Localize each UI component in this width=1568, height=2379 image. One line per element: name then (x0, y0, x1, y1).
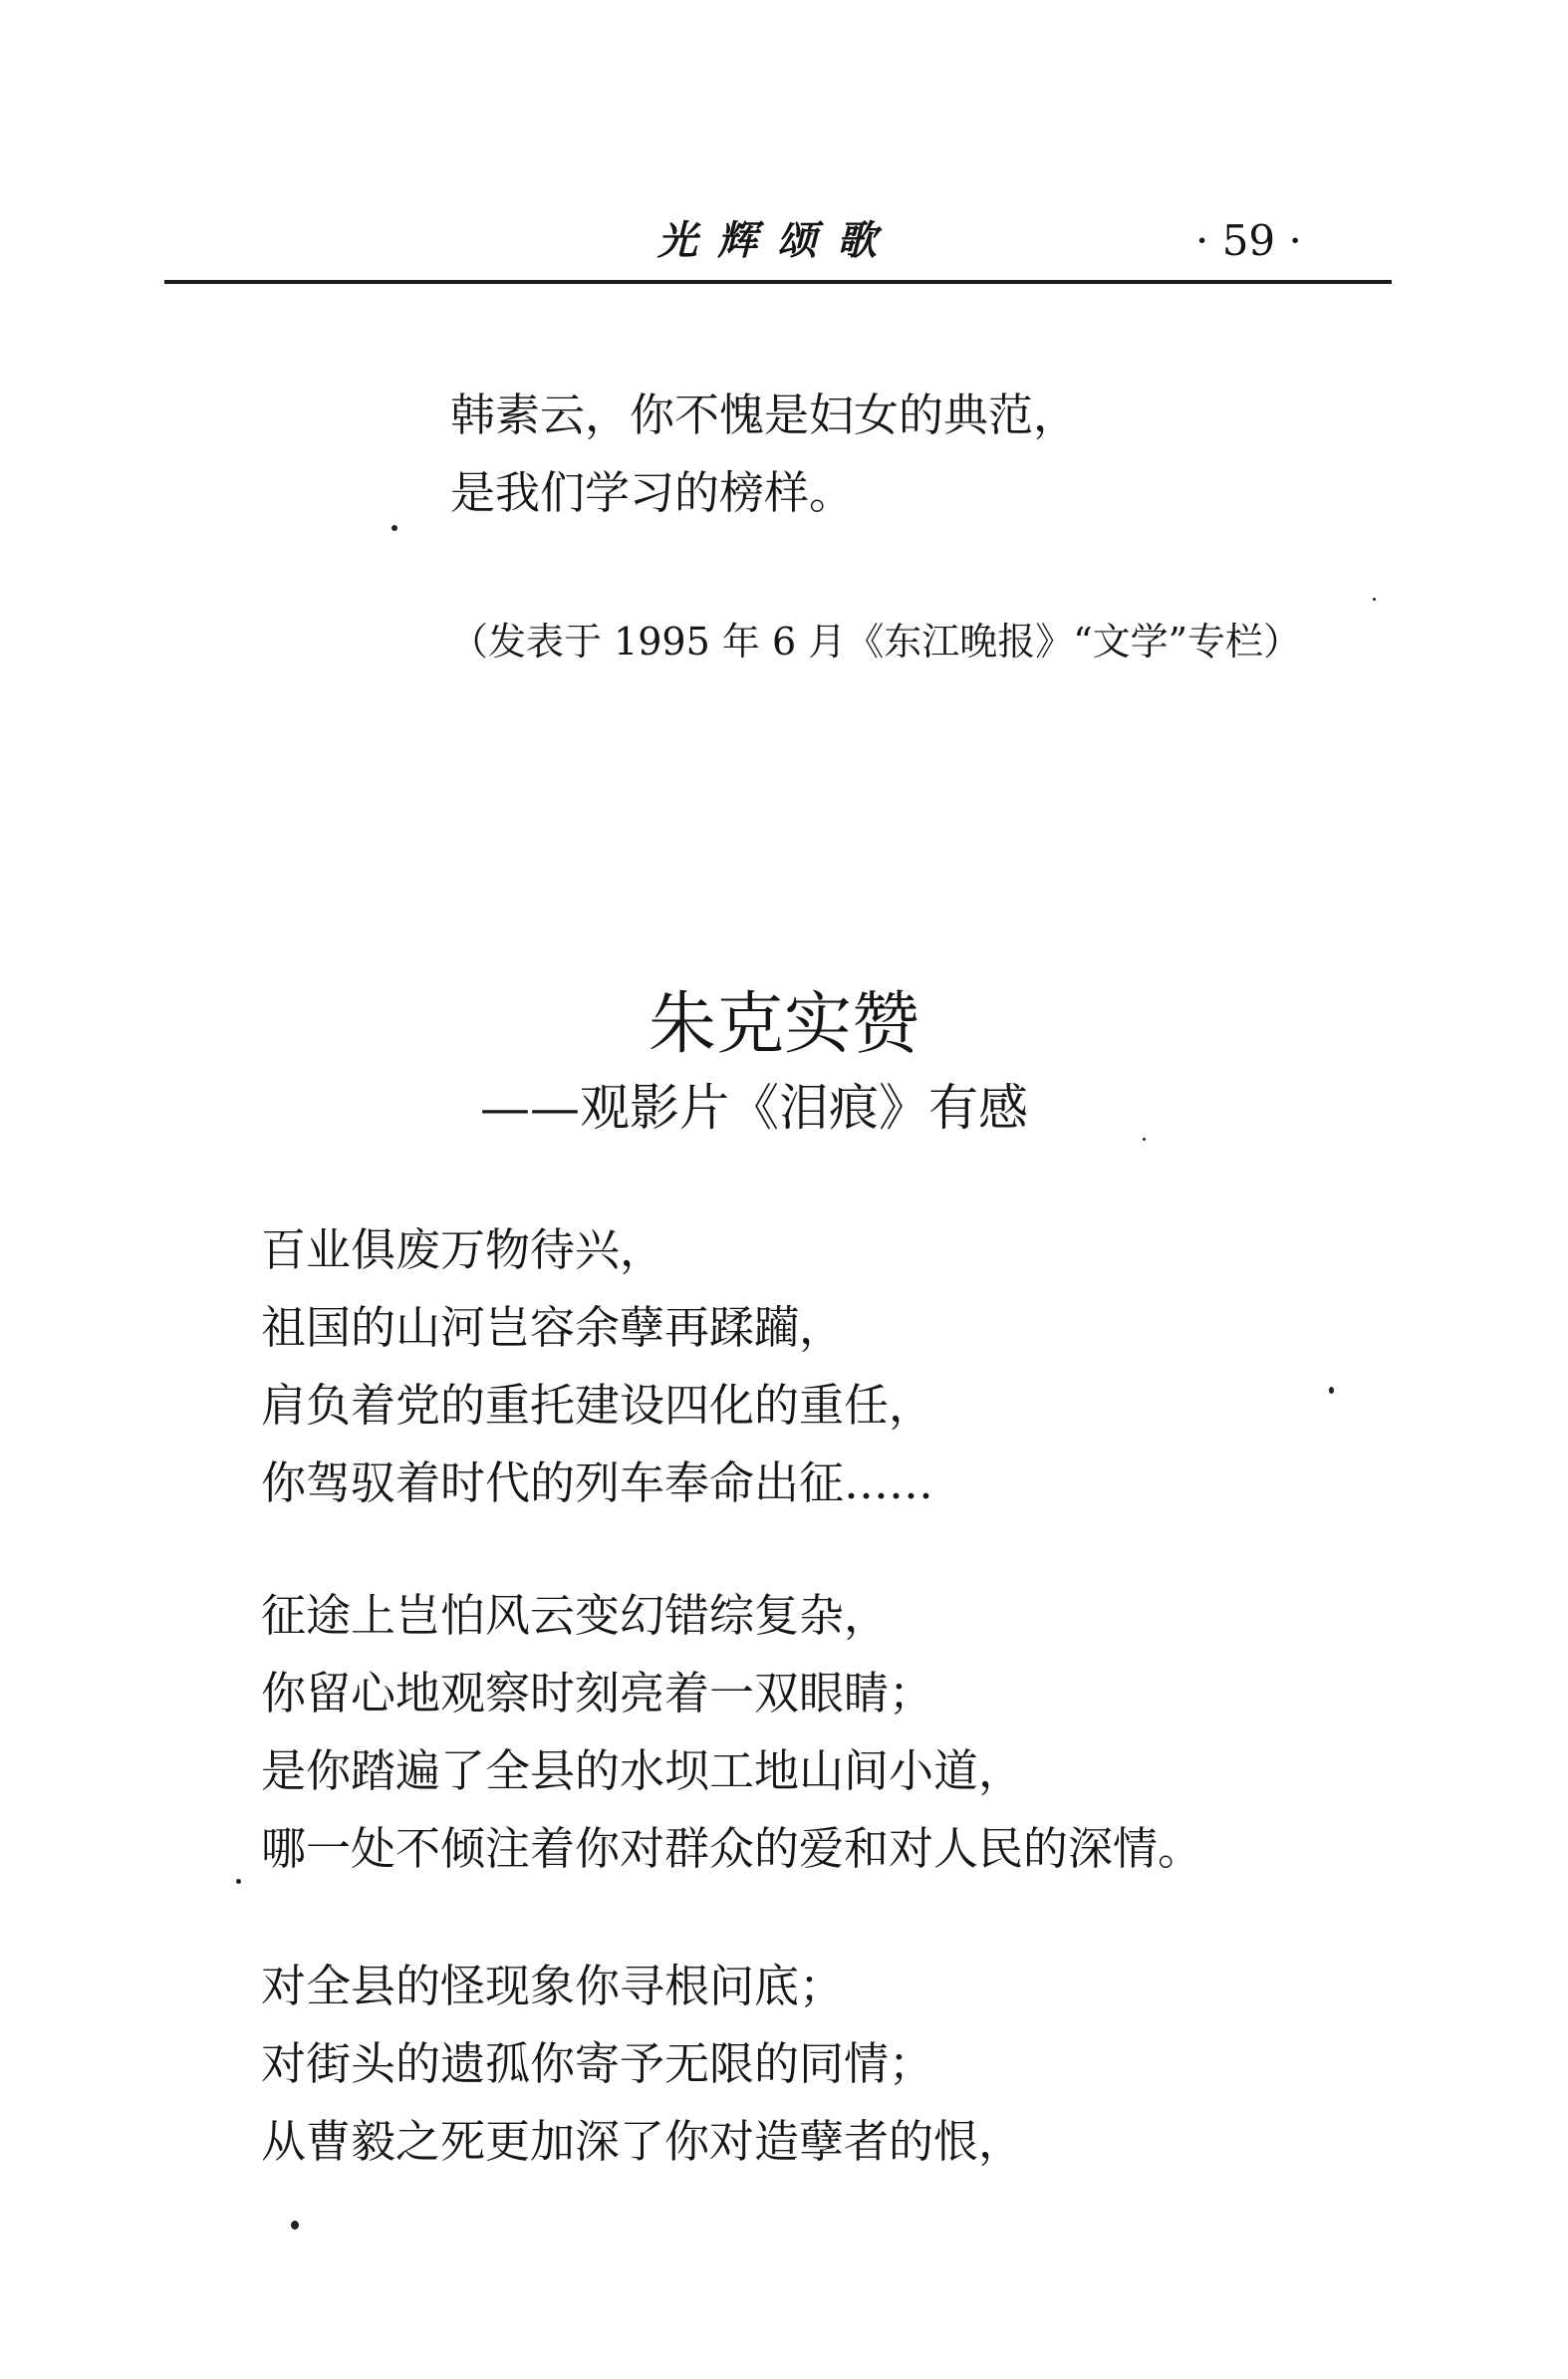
poem-subtitle: ——观影片《泪痕》有感 (480, 1079, 1028, 1137)
poem-line: 百业俱废万物待兴， (261, 1223, 665, 1276)
scan-speck (291, 2221, 299, 2230)
poem-line: 是你踏遍了全县的水坝工地山间小道， (261, 1744, 1024, 1797)
scan-speck (236, 1879, 241, 1884)
running-header-title: 光辉颂歌 (657, 217, 897, 264)
previous-poem-closing (450, 377, 1078, 532)
page-number: · 59 · (1195, 216, 1302, 265)
poem-line: 哪一处不倾注着你对群众的爱和对人民的深情。 (261, 1822, 1203, 1875)
poem-line: 肩负着党的重托建设四化的重任， (261, 1379, 934, 1432)
poem-line: 你留心地观察时刻亮着一双眼睛； (261, 1667, 934, 1719)
poem-line: 你驾驭着时代的列车奉命出征…… (261, 1456, 934, 1509)
poem-line: 祖国的山河岂容余孽再蹂躏， (261, 1301, 845, 1354)
stanza-2 (261, 1577, 1202, 1888)
scan-speck (392, 525, 397, 531)
publication-note: （发表于 1995 年 6 月《东江晚报》“文学”专栏） (450, 620, 1302, 663)
poem-line: 韩素云，你不愧是妇女的典范， (450, 389, 1079, 441)
stanza-1 (261, 1211, 933, 1522)
scan-speck (1143, 1138, 1146, 1141)
scan-speck (1329, 1387, 1334, 1394)
poem-title: 朱克实赞 (648, 985, 919, 1064)
poem-line: 征途上岂怕风云变幻错综复杂， (261, 1589, 890, 1642)
scan-speck (1373, 598, 1376, 601)
stanza-3 (261, 1948, 1023, 2181)
header-rule (164, 280, 1392, 284)
poem-line: 从曹毅之死更加深了你对造孽者的恨， (261, 2115, 1024, 2168)
poem-line: 是我们学习的榜样。 (450, 466, 855, 519)
poem-line: 对全县的怪现象你寻根问底； (261, 1960, 845, 2012)
poem-line: 对街头的遗孤你寄予无限的同情； (261, 2037, 934, 2090)
